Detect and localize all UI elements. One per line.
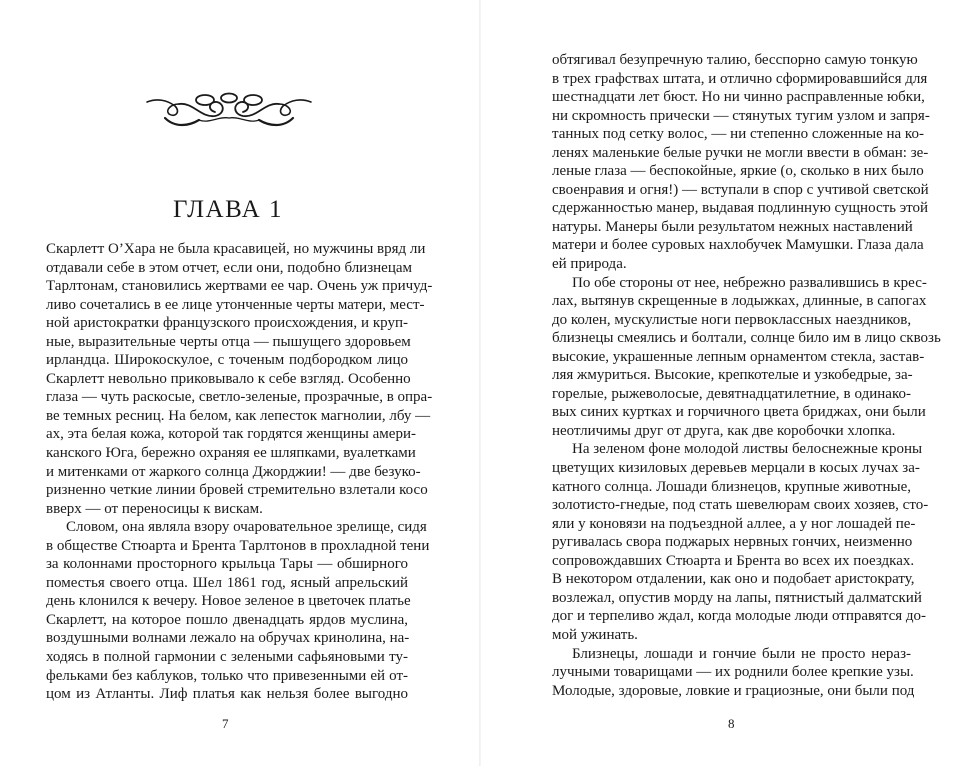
text-line: Молодые, здоровые, ловкие и грациозные, они были под bbox=[552, 682, 915, 699]
text-line: отдавали себе в этом отчет, если они, подобно близнецам bbox=[46, 259, 412, 276]
decorative-flourish-icon bbox=[145, 88, 313, 132]
text-line: цом из Атланты. Лиф платья как нельзя более выгодно bbox=[46, 686, 408, 703]
text-line: ругивалась свора поджарых нервных гончих, неизменно bbox=[552, 534, 913, 551]
text-line: Скарлетт невольно приковывало к себе взгляд. Особенно bbox=[46, 370, 411, 387]
text-line: в обществе Стюарта и Брента Тарлтонов в прохладной тени bbox=[46, 537, 430, 554]
text-line: ни скромность прически — стянутых тугим узлом и запря- bbox=[552, 107, 930, 124]
text-line: дог и терпеливо ждал, когда молодые люди отправятся до- bbox=[552, 608, 926, 625]
text-line: обтягивал безупречную талию, бесспорно самую тонкую bbox=[552, 52, 918, 68]
text-line: поместья своего отца. Шел 1861 год, ясный апрельский bbox=[46, 574, 408, 591]
text-line: ей природа. bbox=[552, 256, 627, 273]
right-page bbox=[480, 0, 960, 766]
text-line: шестнадцати лет бюст. Но ни чинно расправленные юбки, bbox=[552, 89, 925, 106]
text-line: высокие, украшенные лепным орнаментом стекла, застав- bbox=[552, 348, 925, 365]
text-line: за колоннами просторного крыльца Тары — обширного bbox=[46, 556, 408, 573]
text-line: до колен, мускулистые ноги первоклассных наездников, bbox=[552, 311, 912, 328]
text-line: лучными товарищами — их роднили более крепкие узы. bbox=[552, 664, 914, 681]
text-line: натуры. Манеры были результатом нежных наставлений bbox=[552, 218, 913, 235]
text-line: сдержанностью манер, выдавая подлинную сущность этой bbox=[552, 200, 929, 217]
text-line: мой ужинать. bbox=[552, 626, 638, 643]
text-line: леные глаза — беспокойные, яркие (о, сколько в них было bbox=[552, 163, 924, 180]
left-page-body bbox=[46, 240, 433, 704]
text-line: лах, вытянув скрещенные в лодыжках, длинные, в сапогах bbox=[552, 293, 927, 310]
text-line: ходясь в полной гармонии с зелеными сафьяновыми ту- bbox=[46, 649, 408, 666]
page-number: 7 bbox=[222, 716, 229, 731]
text-line: Скарлетт, на которое пошло двенадцать ярдов муслина, bbox=[46, 611, 408, 628]
text-line: В некотором отдалении, как оно и подобает аристократу, bbox=[552, 571, 915, 588]
text-line: ризненно четкие линии бровей стремительно взлетали косо bbox=[46, 482, 428, 499]
page-number: 8 bbox=[728, 716, 735, 731]
text-line: яли у коновязи на подъездной аллее, а у ног лошадей пе- bbox=[552, 515, 916, 532]
text-line: Тарлтонам, становились жертвами ее чар. Очень уж причуд- bbox=[46, 278, 433, 295]
text-line: близнецы смеялись и болтали, солнце било им в лицо сквозь bbox=[552, 330, 941, 347]
text-line: горелые, рыжеволосые, девятнадцатилетние, в одинако- bbox=[552, 385, 911, 402]
text-line: воздушными волнами лежало на обручах кринолина, на- bbox=[46, 630, 410, 647]
text-line: глаза — чуть раскосые, светло-зеленые, прозрачные, в опра- bbox=[46, 389, 433, 406]
text-line: ные, выразительные черты отца — пышущего здоровьем bbox=[46, 333, 411, 350]
text-line: ирландца. Широкоскулое, с точеным подбородком лицо bbox=[46, 352, 408, 369]
text-line: своенравия и огня!) — вступали в спор с учтивой светской bbox=[552, 181, 929, 198]
text-line: возлежал, опустив морду на лапы, пятнистый далматский bbox=[552, 589, 922, 606]
text-line: канского Юга, бережно охраняя ее шляпками, вуалетками bbox=[46, 445, 416, 462]
text-line: катного солнца. Лошади близнецов, крупные животные, bbox=[552, 478, 911, 495]
text-line: фельками без каблуков, только что привезенными ей от- bbox=[46, 667, 408, 684]
text-line: день клонился к вечеру. Новое зеленое в цветочек платье bbox=[46, 593, 411, 610]
text-line: в трех графствах штата, и отлично сформировавшийся для bbox=[552, 70, 928, 87]
text-line: неотличимы друг от друга, как две коробочки хлопка. bbox=[552, 422, 896, 439]
text-line: ной аристократки французского происхождения, и круп- bbox=[46, 315, 408, 332]
text-line: цветущих кизиловых деревьев мерцали в косых лучах за- bbox=[552, 460, 920, 477]
text-line: ливо сочетались в ее лице утонченные черты матери, мест- bbox=[46, 296, 425, 313]
text-line: танных под сетку волос, — ни степенно сложенные на ко- bbox=[552, 126, 924, 143]
text-line: ве темных ресниц. На белом, как лепесток магнолии, лбу — bbox=[46, 407, 431, 424]
text-line: По обе стороны от нее, небрежно развалившись в крес- bbox=[572, 274, 927, 291]
right-page-body bbox=[552, 51, 941, 700]
text-line: На зеленом фоне молодой листвы белоснежные кроны bbox=[572, 441, 923, 458]
text-line: и митенками от жаркого солнца Джорджии! — две безуко- bbox=[46, 463, 421, 480]
text-line: ленях маленькие белые ручки не могли ввести в обман: зе- bbox=[552, 144, 929, 161]
text-line: Скарлетт О’Хара не была красавицей, но мужчины вряд ли bbox=[46, 241, 426, 257]
text-line: ляя жмуриться. Высокие, крепкотелые и узкобедрые, за- bbox=[552, 367, 913, 384]
text-line: золотисто-гнедые, под стать шевелюрам своих хозяев, сто- bbox=[552, 497, 929, 514]
text-line: матери и более суровых нахлобучек Мамушки. Глаза дала bbox=[552, 237, 924, 254]
chapter-title: ГЛАВА 1 bbox=[173, 196, 283, 223]
text-line: ах, эта белая кожа, которой так гордятся женщины амери- bbox=[46, 426, 416, 443]
text-line: вверх — от переносицы к вискам. bbox=[46, 500, 263, 517]
text-line: Словом, она являла взору очаровательное зрелище, сидя bbox=[66, 519, 427, 536]
text-line: Близнецы, лошади и гончие были не просто нераз- bbox=[572, 645, 911, 662]
text-line: вых синих куртках и горчичного цвета бриджах, они были bbox=[552, 404, 926, 421]
text-line: сопровождавших Стюарта и Брента во всех их поездках. bbox=[552, 552, 915, 569]
